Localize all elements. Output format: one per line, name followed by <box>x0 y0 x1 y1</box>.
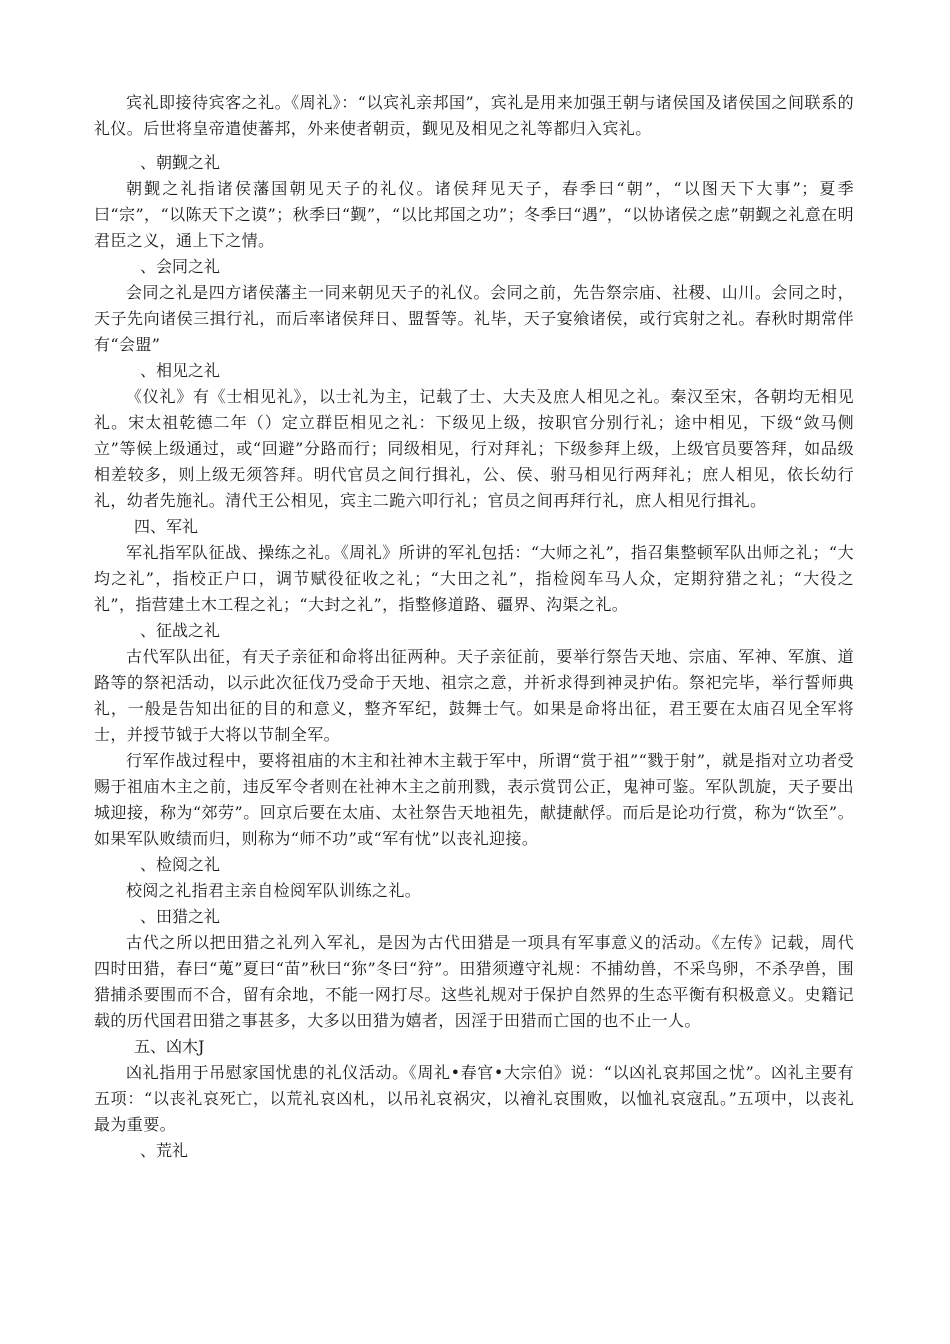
paragraph-xiang-jian: 《仪礼》有《士相见礼》，以士礼为主，记载了士、大夫及庶人相见之礼。秦汉至宋，各朝均无相见礼。宋太祖乾德二年（）定立群臣相见之礼：下级见上级，按职官分别行礼；途中相见，下级“敛马侧立”等候上级通过，或“回避”分路而行；同级相见，行对拜礼；下级参拜上级，上级官员要答拜，如品级相差较多，则上级无须答拜。明代官员之间行揖礼，公、侯、驸马相见行两拜礼；庶人相见，依长幼行礼，幼者先施礼。清代王公相见，宾主二跪六叩行礼；官员之间再拜行礼，庶人相见行揖礼。 <box>94 387 854 510</box>
paragraph-zheng-zhan-2: 行军作战过程中，要将祖庙的木主和社神木主载于军中，所谓“赏于祖”“戮于射”，就是指对立功者受赐于祖庙木主之前，违反军令者则在社神木主之前刑戮，表示赏罚公正，鬼神可鉴。军队凯旋，天子要出城迎接，称为“郊劳”。回京后要在太庙、太社祭告天地祖先，献捷献俘。而后是论功行赏，称为“饮至”。如果军队败绩而归，则称为“师不功”或“军有忧”以丧礼迎接。 <box>94 751 854 848</box>
heading-hui-tong: 、会同之礼 <box>140 257 221 276</box>
heading-huang-li: 、荒礼 <box>140 1141 189 1160</box>
heading-xiang-jian: 、相见之礼 <box>140 361 221 380</box>
paragraph-xiong-li: 凶礼指用于吊慰家国忧患的礼仪活动。《周礼•春官•大宗伯》说：“以凶礼哀邦国之忧”。凶礼主要有五项：“以丧礼哀死亡，以荒礼哀凶札，以吊礼哀祸灾，以禬礼哀围败，以恤礼哀寇乱。”五项中，以丧礼最为重要。 <box>94 1063 854 1134</box>
document-body <box>94 90 854 1164</box>
heading-tian-lie: 、田猎之礼 <box>140 907 221 926</box>
paragraph-jian-yue: 校阅之礼指君主亲自检阅军队训练之礼。 <box>126 881 422 900</box>
paragraph-hui-tong: 会同之礼是四方诸侯藩主一同来朝见天子的礼仪。会同之前，先告祭宗庙、社稷、山川。会同之时，天子先向诸侯三揖行礼，而后率诸侯拜日、盟誓等。礼毕，天子宴飨诸侯，或行宾射之礼。春秋时期常伴有“会盟” <box>94 283 854 354</box>
paragraph-chao-jin: 朝觐之礼指诸侯藩国朝见天子的礼仪。诸侯拜见天子，春季曰“朝”，“以图天下大事”；夏季曰“宗”，“以陈天下之谟”；秋季曰“觐”，“以比邦国之功”；冬季曰“遇”，“以协诸侯之虑”朝觐之礼意在明君臣之义，通上下之情。 <box>94 179 854 250</box>
paragraph-bin-li-intro: 宾礼即接待宾客之礼。《周礼》：“以宾礼亲邦国”，宾礼是用来加强王朝与诸侯国及诸侯国之间联系的礼仪。后世将皇帝遣使蕃邦，外来使者朝贡，觐见及相见之礼等都归入宾礼。 <box>94 93 854 138</box>
paragraph-zheng-zhan-1: 古代军队出征，有天子亲征和命将出征两种。天子亲征前，要举行祭告天地、宗庙、军神、军旗、道路等的祭祀活动，以示此次征伐乃受命于天地、祖宗之意，并祈求得到神灵护佑。祭祀完毕，举行誓师典礼，一般是告知出征的目的和意义，整齐军纪，鼓舞士气。如果是命将出征，君王要在太庙召见全军将士，并授节钺于大将以节制全军。 <box>94 647 854 744</box>
heading-zheng-zhan: 、征战之礼 <box>140 621 221 640</box>
heading-chao-jin: 、朝觐之礼 <box>140 153 221 172</box>
paragraph-jun-li: 军礼指军队征战、操练之礼。《周礼》所讲的军礼包括：“大师之礼”，指召集整顿军队出师之礼；“大均之礼”，指校正户口，调节赋役征收之礼；“大田之礼”，指检阅车马人众，定期狩猎之礼；“大役之礼”，指营建土木工程之礼；“大封之礼”，指整修道路、疆界、沟渠之礼。 <box>94 543 854 614</box>
heading-xiong-li: 五、凶木J <box>134 1037 205 1056</box>
heading-jun-li: 四、军礼 <box>134 517 199 536</box>
heading-jian-yue: 、检阅之礼 <box>140 855 221 874</box>
paragraph-tian-lie: 古代之所以把田猎之礼列入军礼，是因为古代田猎是一项具有军事意义的活动。《左传》记载，周代四时田猎，春曰“蒐”夏曰“苗”秋曰“狝”冬曰“狩”。田猎须遵守礼规：不捕幼兽，不采鸟卵，不杀孕兽，围猎捕杀要围而不合，留有余地，不能一网打尽。这些礼规对于保护自然界的生态平衡有积极意义。史籍记载的历代国君田猎之事甚多，大多以田猎为嬉者，因淫于田猎而亡国的也不止一人。 <box>94 933 854 1030</box>
